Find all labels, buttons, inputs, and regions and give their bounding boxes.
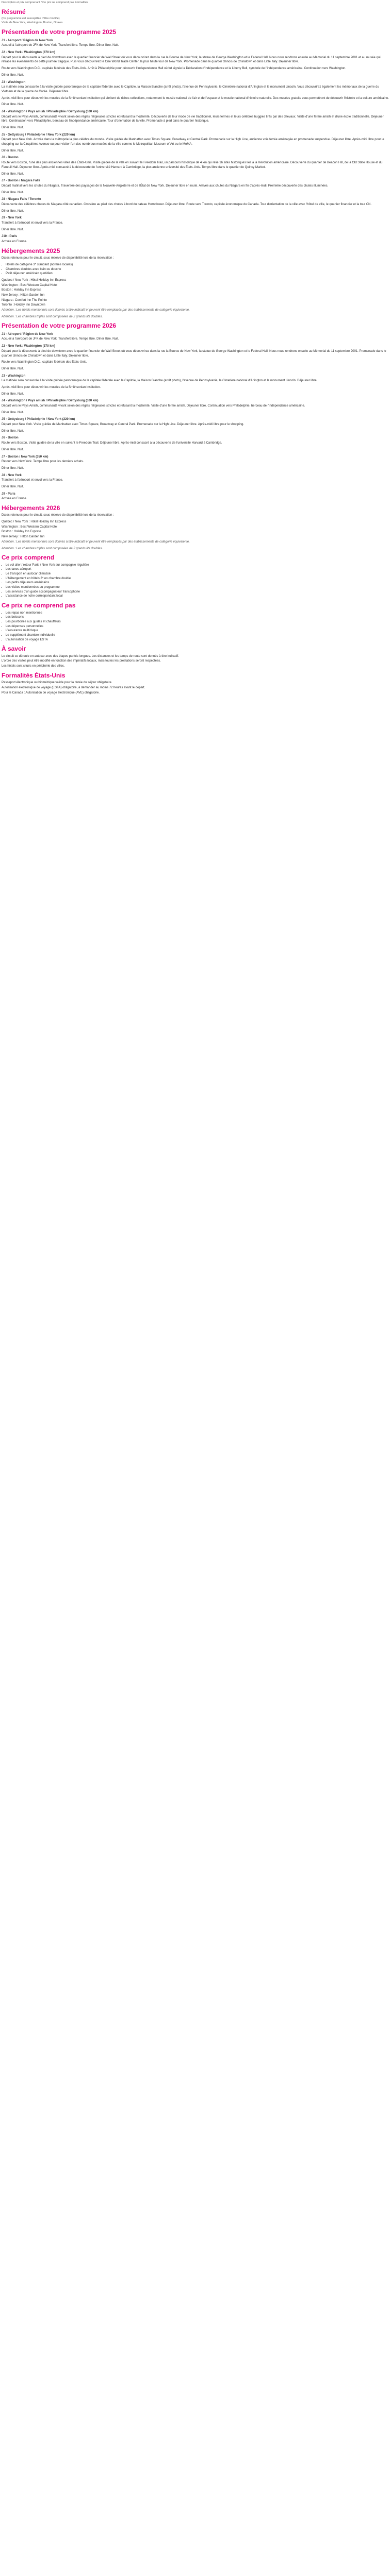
text-line: Attention : Les hôtels mentionnés sont donnés à titre indicatif et peuvent être remplacés par des établissements de catégorie équivalente. bbox=[2, 309, 190, 312]
day-paragraph: Transfert à l'aéroport et envol vers la France. bbox=[2, 479, 63, 482]
text-line: Boston : Holiday Inn Express bbox=[2, 530, 42, 534]
formalities-block bbox=[2, 681, 389, 695]
day-paragraph: Départ pour New York. Arrivée dans la métropole la plus célèbre du monde. Visite guidée de Manhattan avec Times Square, Broadway et Central Park. Promenade sur la High Line, ancienne voie ferrée aménagée en promenade suspendue. Déjeuner libre. Après-midi libre pour le shopping sur la Cinquième Avenue ou pour visiter l'un des nombreux musées de la ville comme le Metropolitan Museum of Art ou le MoMA. bbox=[2, 138, 384, 146]
summary-title: Résumé bbox=[2, 8, 26, 15]
day-title: J5 - Gettysburg / Philadelphie / New York (220 km) bbox=[2, 418, 75, 421]
day-paragraph: Route vers Boston. Visite guidée de la ville en suivant le Freedom Trail. Déjeuner libre. Après-midi consacré à la découverte de l'université Harvard à Cambridge. bbox=[2, 442, 222, 445]
list-item: • Les pourboires aux guides et chauffeurs bbox=[6, 620, 389, 624]
day-paragraph: Dîner libre. Nuit. bbox=[2, 126, 24, 129]
day-title: J7 - Boston / New York (350 km) bbox=[2, 455, 48, 459]
accommodation-2026-title: Hébergements 2026 bbox=[2, 504, 60, 512]
accommodation-2026-notes bbox=[2, 540, 389, 551]
includes-title: Ce prix comprend bbox=[2, 554, 55, 562]
day-paragraph: Dîner libre. Nuit. bbox=[2, 73, 24, 77]
header-line-3: Visite de New York, Washington, Boston, Ottawa bbox=[2, 21, 63, 25]
program-2026-title: Présentation de votre programme 2026 bbox=[2, 322, 117, 330]
day-paragraph: Découverte des célèbres chutes du Niagara côté canadien. Croisière au pied des chutes à bord du bateau Hornblower. Déjeuner libre. Route vers Toronto, capitale économique du Canada. Tour d'orientation de la ville avec l'hôtel de ville, le quartier financier et la tour CN. bbox=[2, 202, 372, 206]
accommodation-title: Hébergements 2025 bbox=[2, 247, 60, 255]
day-title: J5 - Gettysburg / Philadelphie / New York (220 km) bbox=[2, 133, 75, 137]
day-title: J1 - Aéroport / Région de New York bbox=[2, 332, 53, 336]
list-item: • Petit déjeuner américain quotidien bbox=[6, 272, 389, 276]
day-paragraph: Route vers Washington D.C., capitale fédérale des États-Unis. Arrêt à Philadelphie pour découvrir l'Independence Hall où fut signée la Déclaration d'Indépendance et la Liberty Bell, symbole de l'indépendance américaine. Continuation vers Washington. bbox=[2, 67, 347, 71]
day-title: J6 - Boston bbox=[2, 436, 19, 440]
day-paragraph: Route vers Boston, l'une des plus anciennes villes des États-Unis. Visite guidée de la ville en suivant le Freedom Trail, un parcours historique de 4 km qui relie 16 sites historiques liés à la Révolution américaine. Découverte du quartier de Beacon Hill, de la Old State House et du Faneuil Hall. Déjeuner libre. Après-midi consacré à la découverte de l'université Harvard à Cambridge, la plus ancienne université des États-Unis. Temps libre dans le quartier de Quincy Market. bbox=[2, 161, 383, 169]
day-title: J3 - Washington bbox=[2, 80, 26, 84]
text-line: Attention : Les hôtels mentionnés sont donnés à titre indicatif et peuvent être remplacés par des établissements de catégorie équivalente. bbox=[2, 540, 190, 544]
day-paragraph: Départ pour la découverte à pied de downtown avec le quartier financier de Wall Street où vous découvrirez dans la rue la Bourse de New York, la statue de George Washington et le Federal Hall. Nous nous rendrons ensuite au Mémorial du 11 septembre 2001 et au musée qui retrace les événements de cette journée tragique. Puis vous découvrirez le One World Trade Center, la plus haute tour de New York. Promenade dans le quartier chinois de Chinatown et dans Little Italy. Déjeuner libre. bbox=[2, 56, 381, 64]
accommodation-notes bbox=[2, 308, 389, 319]
text-line: Quebec / New York : Hôtel Holiday Inn Express bbox=[2, 520, 67, 524]
day-paragraph: Dîner libre. Nuit. bbox=[2, 392, 24, 396]
list-item: • Chambres doubles avec bain ou douche bbox=[6, 267, 389, 272]
text-line: Washington : Best Western Capital Hotel bbox=[2, 283, 58, 287]
day-paragraph: Accueil à l'aéroport de JFK de New York. Transfert libre. Temps libre. Dîner libre. Nuit. bbox=[2, 44, 119, 47]
day-paragraph: La matinée sera consacrée à la visite guidée panoramique de la capitale fédérale avec le Capitole, la Maison Blanche (arrêt photo), l'avenue de Pennsylvanie, le Cimetière national d'Arlington et le monument Lincoln. Déjeuner libre. bbox=[2, 379, 318, 383]
text-line: Les hôtels sont situés en périphérie des villes. bbox=[2, 665, 65, 668]
text-line: L'ordre des visites peut être modifié en fonction des impératifs locaux, mais toutes les prestations seront respectées. bbox=[2, 659, 161, 663]
day-paragraph: Départ pour New York. Visite guidée de Manhattan avec Times Square, Broadway et Central Park. Promenade sur la High Line. Déjeuner libre. Après-midi libre pour le shopping. bbox=[2, 423, 245, 427]
day-paragraph: Départ vers le Pays Amish, communauté vivant selon des règles religieuses strictes et refusant la modernité. Découverte de leur mode de vie traditionnel, leurs fermes et leurs célèbres buggies tirés par des chevaux. Visite d'une ferme amish et d'une école traditionnelle. Déjeuner libre. Continuation vers Philadelphie, berceau de l'indépendance américaine. Tour d'orientation de la ville. Promenade à pied dans le quartier historique. bbox=[2, 115, 384, 123]
day-paragraph: Accueil à l'aéroport de JFK de New York. Transfert libre. Temps libre. Dîner libre. Nuit. bbox=[2, 337, 119, 341]
day-paragraph: Dîner libre. Nuit. bbox=[2, 411, 24, 414]
day-title: J1 - Aéroport / Région de New York bbox=[2, 39, 53, 42]
day-title: J9 - Paris bbox=[2, 492, 15, 496]
day-paragraph: Retour vers New York. Temps libre pour les derniers achats. bbox=[2, 460, 84, 464]
includes-list bbox=[2, 563, 389, 599]
text-line: Attention : Les chambres triples sont composées de 2 grands lits doubles. bbox=[2, 315, 103, 318]
list-item: • Le vol aller / retour Paris / New York sur compagnie régulière bbox=[6, 563, 389, 568]
accommodation-2026-intro: Dates retenues pour le circuit, sous réserve de disponibilité lors de la réservation : bbox=[2, 514, 114, 517]
text-line: Toronto : Holiday Inn Downtown bbox=[2, 303, 45, 307]
list-item: • Le transport en autocar climatisé bbox=[6, 572, 389, 577]
accommodation-intro: Dates retenues pour le circuit, sous réserve de disponibilité lors de la réservation : bbox=[2, 257, 114, 260]
list-item: • L'hébergement en hôtels 3* en chambre double bbox=[6, 577, 389, 581]
header-line-1: Description et prix comprenant / Ce prix ne comprend pas Formalités bbox=[2, 1, 88, 4]
formalities-title: Formalités États-Unis bbox=[2, 671, 66, 679]
day-paragraph: Après-midi libre pour découvrir les musées de la Smithsonian Institution qui abritent de riches collections, notamment le musée national de l'air et de l'espace et le musée national d'histoire naturelle. Des musées gratuits vous permettront de découvrir l'histoire et la culture américaine. bbox=[2, 96, 389, 100]
text-line: Washington : Best Western Capital Hotel bbox=[2, 525, 58, 529]
text-line: Pour le Canada : Autorisation de voyage électronique (AVE) obligatoire. bbox=[2, 691, 100, 694]
program-title: Présentation de votre programme 2025 bbox=[2, 28, 117, 36]
day-paragraph: Départ vers le Pays Amish, communauté vivant selon des règles religieuses strictes et refusant la modernité. Visite d'une ferme amish. Déjeuner libre. Continuation vers Philadelphie, berceau de l'indépendance américaine. bbox=[2, 404, 305, 408]
day-title: J2 - New York / Washington (370 km) bbox=[2, 51, 55, 55]
day-paragraph: Dîner libre. Nuit. bbox=[2, 228, 24, 231]
day-paragraph: Après-midi libre pour découvrir les musées de la Smithsonian Institution. bbox=[2, 385, 101, 389]
program-days bbox=[2, 39, 389, 244]
day-paragraph: Arrivée en France. bbox=[2, 240, 27, 244]
list-item: • Le supplément chambre individuelle bbox=[6, 633, 389, 638]
list-item: • Les repas non mentionnés bbox=[6, 611, 389, 616]
text-line: New Jersey : Hilton Garden Inn bbox=[2, 293, 45, 297]
excludes-list bbox=[2, 611, 389, 642]
day-paragraph: Départ pour la découverte à pied de downtown avec le quartier financier de Wall Street où vous découvrirez dans la rue la Bourse de New York, la statue de George Washington et le Federal Hall. Nous nous rendrons ensuite au Mémorial du 11 septembre 2001. Promenade dans le quartier chinois de Chinatown et dans Little Italy. Déjeuner libre. bbox=[2, 349, 386, 358]
day-paragraph: La matinée sera consacrée à la visite guidée panoramique de la capitale fédérale avec le Capitole, la Maison Blanche (arrêt photo), l'avenue de Pennsylvanie, le Cimetière national d'Arlington et le monument Lincoln. Vous découvrirez également les mémoriaux de la guerre du Vietnam et de la guerre de Corée. Déjeuner libre. bbox=[2, 86, 379, 93]
text-line: Le circuit se déroule en autocar avec des étapes parfois longues. Les distances et les temps de route sont donnés à titre indicatif. bbox=[2, 654, 179, 658]
text-line: Attention : Les chambres triples sont composées de 2 grands lits doubles. bbox=[2, 547, 103, 550]
accommodation-hotels bbox=[2, 278, 389, 308]
list-item: • Les taxes aéroport bbox=[6, 567, 389, 572]
day-paragraph: Dîner libre. Nuit. bbox=[2, 367, 24, 370]
accommodation-2026-hotels bbox=[2, 520, 389, 539]
list-item: • L'assurance multirisque bbox=[6, 629, 389, 633]
day-paragraph: Départ matinal vers les chutes du Niagara. Traversée des paysages de la Nouvelle-Angleterre et de l'État de New York. Déjeuner libre en route. Arrivée aux chutes du Niagara en fin d'après-midi. Première découverte des chutes illuminées. bbox=[2, 184, 329, 188]
notes-title: À savoir bbox=[2, 645, 26, 653]
excludes-title: Ce prix ne comprend pas bbox=[2, 602, 76, 609]
day-title: J9 - New York bbox=[2, 216, 22, 220]
page bbox=[0, 0, 391, 701]
header-line-2: (Ce programme est susceptible d'être modifié) bbox=[2, 17, 60, 21]
day-paragraph: Transfert à l'aéroport et envol vers la France. bbox=[2, 222, 63, 225]
day-title: J3 - Washington bbox=[2, 374, 26, 378]
day-paragraph: Dîner libre. Nuit. bbox=[2, 191, 24, 194]
list-item: • Hôtels de catégorie 3* standard (normes locales) bbox=[6, 263, 389, 267]
day-paragraph: Dîner libre. Nuit. bbox=[2, 485, 24, 488]
text-line: Quebec / New York : Hôtel Holiday Inn Express bbox=[2, 278, 67, 282]
day-paragraph: Dîner libre. Nuit. bbox=[2, 448, 24, 451]
day-paragraph: Dîner libre. Nuit. bbox=[2, 429, 24, 433]
day-title: J10 - Paris bbox=[2, 235, 18, 239]
list-item: • Les boissons bbox=[6, 615, 389, 620]
day-title: J6 - Boston bbox=[2, 156, 19, 160]
program-2026-days bbox=[2, 332, 389, 501]
notes-block bbox=[2, 654, 389, 669]
text-line: Boston : Holiday Inn Express bbox=[2, 289, 42, 292]
day-paragraph: Dîner libre. Nuit. bbox=[2, 209, 24, 213]
day-title: J8 - New York bbox=[2, 473, 22, 477]
day-paragraph: Dîner libre. Nuit. bbox=[2, 172, 24, 176]
list-item: • Les services d'un guide accompagnateur francophone bbox=[6, 590, 389, 595]
day-title: J2 - New York / Washington (370 km) bbox=[2, 345, 55, 348]
text-line: New Jersey : Hilton Garden Inn bbox=[2, 535, 45, 539]
list-item: • L'autorisation de voyage ESTA bbox=[6, 638, 389, 642]
day-title: J8 - Niagara Falls / Toronto bbox=[2, 198, 41, 201]
day-paragraph: Dîner libre. Nuit. bbox=[2, 466, 24, 470]
text-line: Autorisation électronique de voyage (ESTA) obligatoire, à demander au moins 72 heures avant le départ. bbox=[2, 686, 145, 689]
text-line: Niagara : Comfort Inn The Pointe bbox=[2, 298, 47, 302]
text-line: Passeport électronique ou biométrique valide pour la durée du séjour obligatoire. bbox=[2, 681, 112, 685]
accommodation-list bbox=[2, 263, 389, 276]
day-title: J7 - Boston / Niagara Falls bbox=[2, 179, 41, 183]
day-paragraph: Dîner libre. Nuit. bbox=[2, 103, 24, 107]
day-paragraph: Dîner libre. Nuit. bbox=[2, 149, 24, 152]
list-item: • Les visites mentionnées au programme bbox=[6, 585, 389, 590]
day-paragraph: Arrivée en France. bbox=[2, 497, 27, 501]
list-item: • Les dépenses personnelles bbox=[6, 624, 389, 629]
list-item: • L'assistance de notre correspondant local bbox=[6, 594, 389, 599]
day-title: J4 - Washington / Pays amish / Philadelphie / Gettysburg (520 km) bbox=[2, 399, 99, 403]
list-item: • Les petits déjeuners américains bbox=[6, 581, 389, 585]
day-paragraph: Route vers Washington D.C., capitale fédérale des États-Unis. bbox=[2, 361, 87, 364]
day-title: J4 - Washington / Pays amish / Philadelphie / Gettysburg (520 km) bbox=[2, 110, 99, 113]
